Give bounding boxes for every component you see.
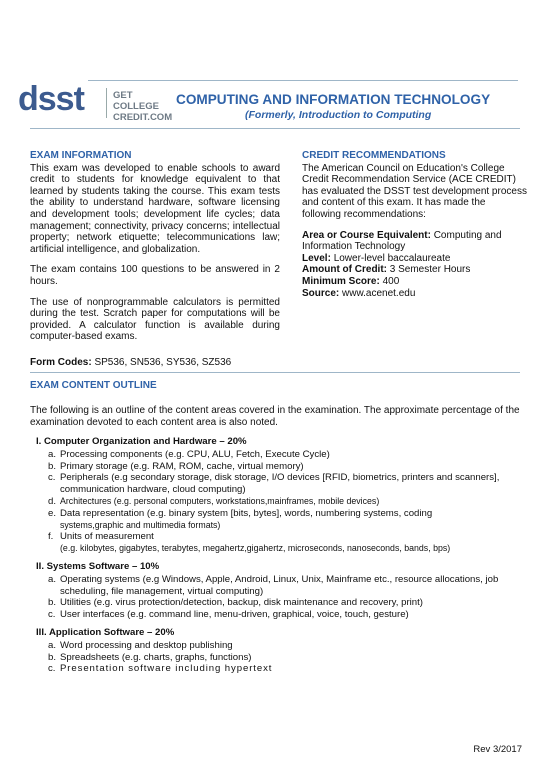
page-subtitle: (Formerly, Introduction to Computing — [245, 109, 432, 121]
credit-paragraph: The American Council on Education's College Credit Recommendation Service (ACE CREDIT) has evaluated the DSST test development process and content of this exam. It has made the following recommendations: — [302, 162, 527, 220]
credit-level: Level: Lower-level baccalaureate — [302, 252, 451, 264]
logo-brand: dsst — [18, 80, 84, 118]
list-item-continuation: systems,graphic and multimedia formats) — [60, 519, 221, 530]
list-item-continuation: scheduling, file management, virtual computing) — [60, 585, 264, 597]
list-item: c. Peripherals (e.g secondary storage, disk storage, I/O devices [RFID, biometrics, printers and scanners], — [48, 472, 500, 484]
area-equivalent: Area or Course Equivalent: Computing and Information Technology — [302, 229, 502, 253]
credit-amount: Amount of Credit: 3 Semester Hours — [302, 264, 471, 276]
list-item: b. Spreadsheets (e.g. charts, graphs, functions) — [48, 651, 252, 663]
list-item-continuation: communication hardware, cloud computing) — [60, 484, 246, 496]
logo-divider — [106, 88, 107, 118]
list-item: c. Presentation software including hypertext — [48, 663, 273, 675]
credit-recommendations — [302, 150, 527, 299]
list-item: b. Utilities (e.g. virus protection/detection, backup, disk maintenance and recovery, print) — [48, 597, 423, 609]
revision-date: Rev 3/2017 — [473, 744, 522, 755]
exam-info-paragraph: The use of nonprogrammable calculators is permitted during the test. Scratch paper for computations will be provided. A calculator function is available during computer-based exams. — [30, 296, 280, 343]
page-title: COMPUTING AND INFORMATION TECHNOLOGY — [176, 92, 491, 107]
list-item: a. Operating systems (e.g Windows, Apple, Android, Linux, Unix, Mainframe etc., resource allocations, job — [48, 573, 499, 585]
outline-section-title: II. Systems Software – 10% — [36, 560, 160, 572]
header-top-rule — [88, 80, 518, 81]
list-item: e. Data representation (e.g. binary system [bits, bytes], words, numbering systems, coding — [48, 507, 433, 519]
exam-info-paragraph: This exam was developed to enable schools to award credit to students for knowledge equivalent to that learned by students taking the course. This exam tests the ability to understand hardware, software licensing and development tools; development life cycles; data management; connectivity, privacy concerns; intellectual property; network etiquette; telecommunications law; artificial intelligence, and globalization. — [30, 162, 280, 255]
list-item-continuation: (e.g. kilobytes, gigabytes, terabytes, megahertz,gigahertz, microseconds, nanoseconds, bands, bps) — [60, 543, 451, 554]
list-item: d. Architectures (e.g. personal computers, workstations,mainframes, mobile devices) — [48, 495, 380, 507]
section-divider — [30, 372, 520, 373]
form-codes: Form Codes: SP536, SN536, SY536, SZ536 — [30, 356, 232, 368]
exam-info-heading: EXAM INFORMATION — [30, 150, 132, 161]
credit-heading: CREDIT RECOMMENDATIONS — [302, 150, 446, 161]
exam-info-paragraph: The exam contains 100 questions to be answered in 2 hours. — [30, 264, 280, 287]
outline-section-title: I. Computer Organization and Hardware – 20% — [36, 436, 247, 447]
list-item: c. User interfaces (e.g. command line, menu-driven, graphical, voice, touch, gesture) — [48, 609, 409, 621]
logo-tagline: GET COLLEGE CREDIT.COM — [113, 90, 173, 123]
outline-intro: The following is an outline of the content areas covered in the examination. The approximate percentage of the examination devoted to each content area is also noted. — [30, 405, 520, 428]
list-item: b. Primary storage (e.g. RAM, ROM, cache, virtual memory) — [48, 460, 304, 472]
header-bottom-rule — [30, 128, 520, 129]
dsst-logo — [18, 80, 178, 123]
outline-section-title: III. Application Software – 20% — [36, 626, 175, 638]
content-outline — [36, 436, 526, 675]
list-item: a. Word processing and desktop publishing — [48, 639, 233, 651]
list-item: a. Processing components (e.g. CPU, ALU, Fetch, Execute Cycle) — [48, 448, 330, 460]
exam-information — [30, 150, 280, 378]
list-item: f. Units of measurement — [48, 531, 154, 543]
minimum-score: Minimum Score: 400 — [302, 275, 400, 287]
credit-source: Source: www.acenet.edu — [302, 287, 416, 299]
outline-heading: EXAM CONTENT OUTLINE — [30, 380, 157, 391]
